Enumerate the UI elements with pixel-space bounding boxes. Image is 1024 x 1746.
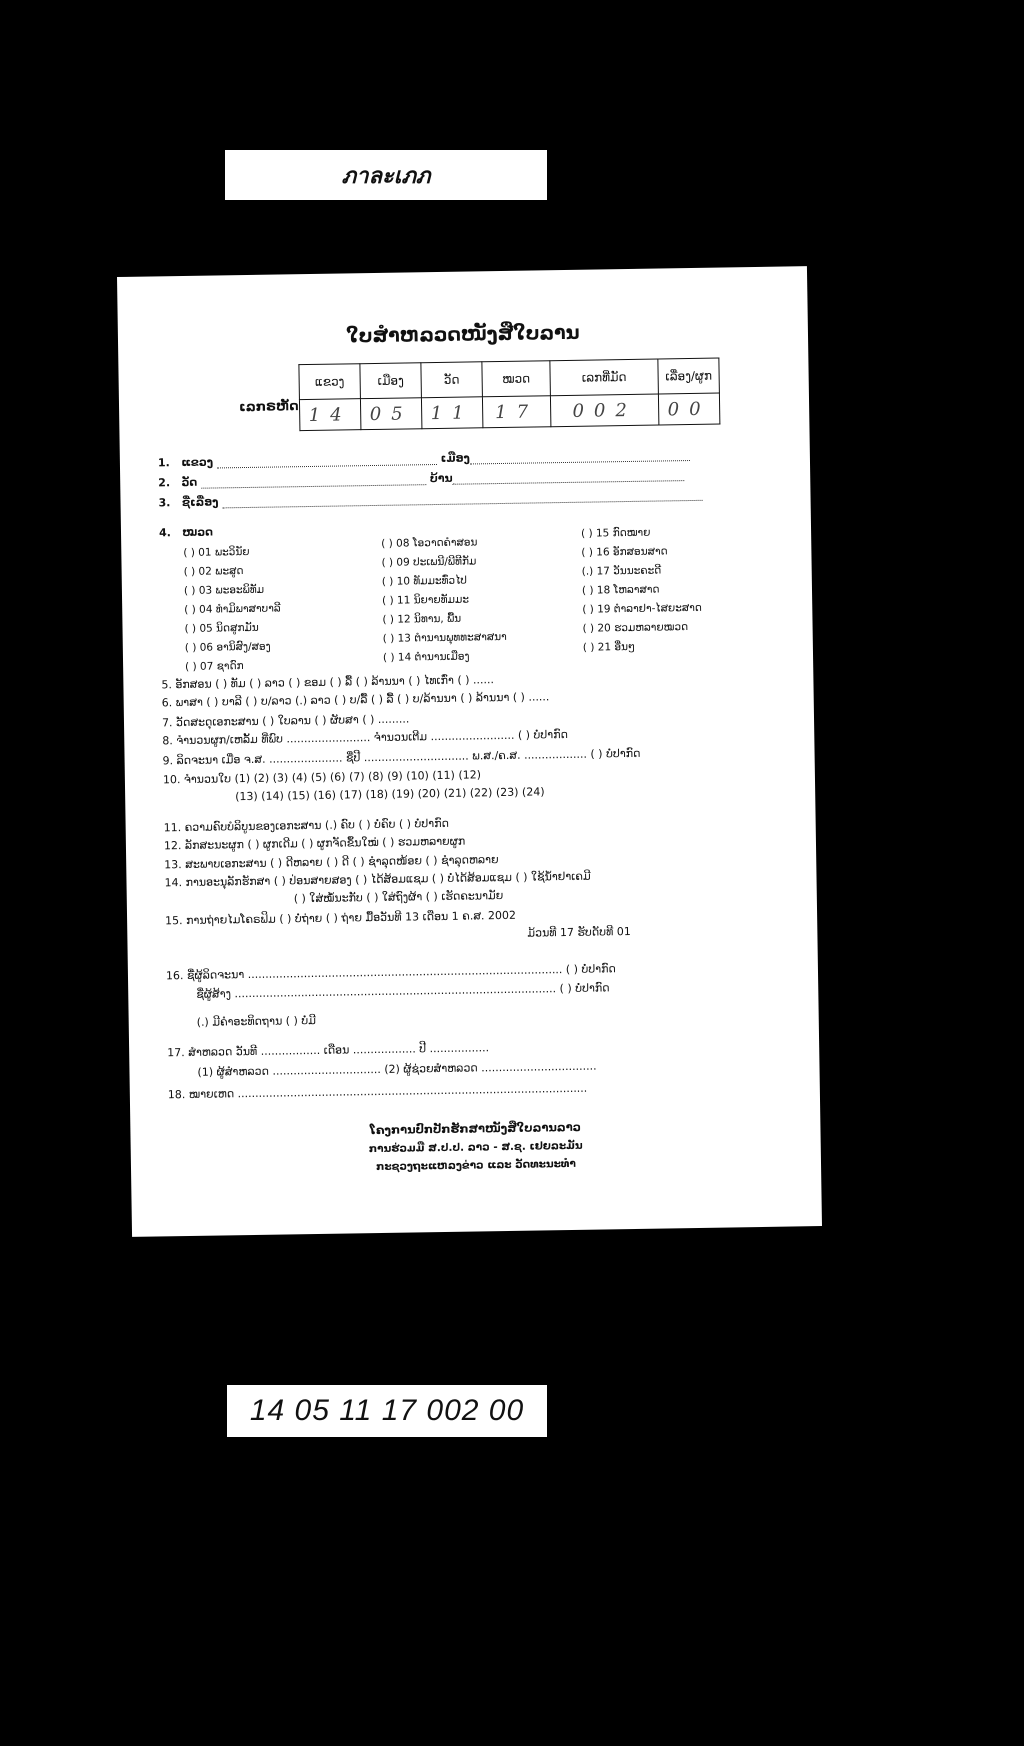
category-option[interactable]: ( ) 12 ນິທານ, ພື້ນ (382, 612, 462, 626)
category-option[interactable]: ( ) 02 ພະສູດ (183, 565, 244, 578)
category-option[interactable]: ( ) 11 ນິຍາຍທັມມະ (382, 593, 470, 607)
field-8-count: 8. ຈຳນວນຜູກ/ເຫລັ້ມ ທີ່ພົບ ........................ ຈຳນວນເຕີມ ........................ ( ) ບໍ່ປາກົດ (162, 727, 569, 748)
category-option[interactable]: ( ) 16 ອັກສອນສາດ (581, 545, 668, 559)
category-option[interactable]: ( ) 15 ກົດໝາຍ (580, 526, 651, 540)
field-18-remarks: 18. ໝາຍເຫດ .................................................................................................... (167, 1081, 588, 1102)
category-option[interactable]: ( ) 10 ທັມມະທົ່ວໄປ (381, 574, 467, 588)
field-17-survey-date: 17. ສຳຫລວດ ວັນທີ ................. ເດືອນ .................. ປີ ................. (167, 1041, 490, 1060)
category-column-3 (581, 523, 703, 658)
category-option[interactable]: ( ) 06 ອານິສົງ/ສອງ (184, 640, 271, 654)
footer-cooperation: ການຮ່ວມມື ສ.ປ.ປ. ລາວ - ສ.ຊ. ເຢຍລະມັນ (368, 1139, 583, 1156)
code-header: ເລກທີ່ມັດ (550, 359, 659, 396)
field-15-microfilm: 15. ການຖ່າຍໄມໂຄຣຟິມ ( ) ບໍ່ຖ່າຍ ( ) ຖ່າຍ ມື້ອວັນທີ 13 ເດືອນ 1 ຄ.ສ. 2002 (165, 908, 517, 928)
field-12-bundle: 12. ລັກສະນະຜູກ ( ) ຜູກເດີມ ( ) ຜູກຈັດຂຶ້ນໃໝ່ ( ) ຮວມຫລາຍຜູກ (163, 834, 466, 853)
field-16-donor: ຊື່ຜູ້ສ້າງ ............................................................................................ ( ) ບໍ່ປາກົດ (196, 981, 610, 1001)
category-option[interactable]: ( ) 04 ທຳມິພາສາບາລີ (184, 602, 281, 616)
code-label: ເລກຣຫັດ (238, 399, 299, 416)
field-2: 2. ວັດ ບ້ານ (158, 468, 685, 489)
field-14-conservation-cont: ( ) ໃສ່ໝໍ້ນະກັບ ( ) ໃສ່ຖົງຜ້າ ( ) ເຮັດຄະນາມັຍ (293, 889, 504, 906)
code-value: 05 (360, 398, 421, 430)
category-option[interactable]: ( ) 03 ພະອະພິທັມ (183, 583, 265, 597)
field-10-folios-cont: (13) (14) (15) (16) (17) (18) (19) (20) (21) (22) (23) (24) (235, 785, 545, 804)
document-label-top: ภาละเภภ (225, 150, 547, 200)
category-option[interactable]: ( ) 18 ໂຫລາສາດ (581, 583, 660, 597)
code-value: 14 (299, 399, 360, 431)
field-3: 3. ຊື່ເລື່ອງ (158, 488, 702, 510)
code-header: ເມືອງ (360, 363, 422, 399)
field-11-completeness: 11. ຄວາມຄົບບໍລິບູນຂອງເອກະສານ (.) ຄົບ ( ) ບໍ່ຄົບ ( ) ບໍ່ປາກົດ (163, 816, 449, 835)
category-option[interactable]: ( ) 20 ຮວມຫລາຍໝວດ (582, 621, 689, 635)
code-header: ແຂວງ (299, 364, 361, 400)
form-title: ໃບສຳຫລວດໜັງສືໃບລານ (346, 321, 580, 348)
field-7-material: 7. ວັດສະດຸເອກະສານ ( ) ໃບລານ ( ) ຜັບສາ ( ) ......... (161, 712, 410, 730)
field-13-condition: 13. ສະພາບເອກະສານ ( ) ດີຫລາຍ ( ) ດີ ( ) ຊຳລຸດໜ້ອຍ ( ) ຊຳລຸດຫລາຍ (164, 853, 499, 872)
document-label-bottom: 14 05 11 17 002 00 (227, 1385, 547, 1437)
category-option[interactable]: ( ) 08 ໂອວາດຄຳສອນ (381, 536, 478, 550)
survey-form-sheet (117, 266, 822, 1237)
field-10-folios: 10. ຈຳນວນໃບ (1) (2) (3) (4) (5) (6) (7) (8) (9) (10) (11) (12) (162, 768, 482, 787)
category-option[interactable]: ( ) 05 ນິດສູກມັນ (184, 621, 259, 635)
field-16-prayer: (.) ມີຄຳອະທິດຖານ ( ) ບໍ່ມີ (196, 1013, 317, 1029)
code-value: 002 (550, 394, 658, 427)
field-14-conservation: 14. ການອະນຸລັກຮັກສາ ( ) ປ່ອນສາຍສອງ ( ) ໄດ້ສ້ອມແຊມ ( ) ບໍ່ໄດ້ສ້ອມແຊມ ( ) ໃຊ້ນ້ຳຢາເຄມີ (164, 869, 591, 890)
category-option[interactable]: ( ) 14 ຕຳນານເມືອງ (382, 650, 470, 664)
field-17-surveyors: (1) ຜູ້ສຳຫລວດ ............................... (2) ຜູ້ຊ່ວຍສຳຫລວດ ................................. (197, 1059, 597, 1079)
code-table (298, 358, 720, 432)
category-option[interactable]: ( ) 07 ຊາດົກ (185, 660, 244, 673)
category-option[interactable]: ( ) 09 ປະເພນີ/ພີທີກັມ (381, 555, 477, 569)
footer-ministry: ກະຊວງຖະແຫລງຂ່າວ ແລະ ວັດທະນະທຳ (376, 1157, 576, 1174)
field-9-date: 9. ລິດຈະນາ ເມື່ອ ຈ.ສ. ..................... ຊື່ປີ .............................. ພ.ສ./ຄ.ສ. .................. ( ) ບໍ່ປາກົດ (162, 746, 641, 768)
field-16-scribe: 16. ຊື່ຜູ້ລິດຈະນາ .......................................................................................... ( ) ບໍ່ປາກົດ (165, 962, 616, 983)
field-1: 1. ແຂວງ ເມືອງ (158, 448, 690, 469)
code-value: 00 (658, 393, 719, 425)
code-value: 17 (482, 396, 550, 428)
footer-project: ໂຄງການປົກປັກຮັກສາໜັງສືໃບລານລາວ (369, 1119, 581, 1138)
code-value: 11 (421, 397, 482, 429)
category-option[interactable]: (.) 17 ວັນນະຄະດີ (581, 564, 662, 578)
field-5-script: 5. ອັກສອນ ( ) ທັມ ( ) ລາວ ( ) ຂອມ ( ) ລື້ ( ) ລ້ານນາ ( ) ໄທເກົ່າ ( ) ...... (161, 673, 495, 692)
field-6-language: 6. ພາສາ ( ) ບາລີ ( ) ບ/ລາວ (.) ລາວ ( ) ບ/ລື້ ( ) ລື້ ( ) ບ/ລ້ານນາ ( ) ລ້ານນາ ( ) ...... (161, 690, 550, 710)
category-option[interactable]: ( ) 01 ພະວິນັຍ (183, 545, 250, 559)
category-option[interactable]: ( ) 19 ຕຳລາຢາ-ໄສຍະສາດ (582, 601, 702, 616)
field-4: 4. ໝວດ (158, 525, 214, 540)
category-option[interactable]: ( ) 21 ອື່ນໆ (582, 640, 636, 654)
code-header: ໝວດ (482, 361, 551, 397)
code-header: ວັດ (421, 362, 483, 398)
category-column-1 (183, 542, 282, 676)
category-column-2 (381, 533, 507, 668)
category-option[interactable]: ( ) 13 ຕຳນານພຸທທະສາສນາ (382, 630, 507, 645)
field-15-microfilm-cont: ມ້ວນທີ 17 ຮັບດັບທີ 01 (527, 925, 631, 940)
code-header: ເລື່ອງ/ຜູກ (658, 358, 720, 394)
